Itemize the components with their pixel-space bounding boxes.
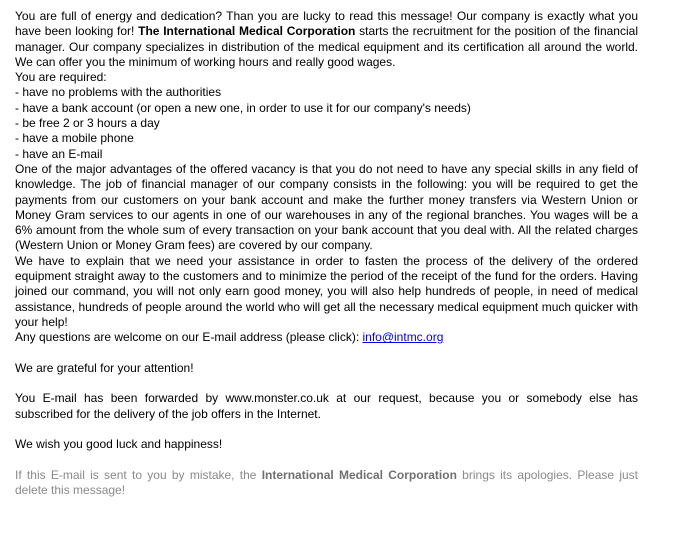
spacer: [15, 453, 638, 468]
spacer: [15, 346, 638, 361]
wish-line: We wish you good luck and happiness!: [15, 437, 223, 452]
requirement-item: - have a mobile phone: [15, 131, 134, 146]
intro-text-start: You are full of energy and dedication? Than you are lucky to read this message! Our company is exactly what you have been looking for!: [15, 9, 638, 39]
email-link[interactable]: info@intmc.org: [362, 330, 444, 345]
assistance-paragraph: We have to explain that we need your assistance in order to fasten the process of the delivery of the ordered equipment straight away to the customers and to minimize the period of the receipt of the fund for the orders. Having joined our command, you will not only earn good money, you will also help hundreds of people, in need of medical assistance, hundreds of people around the world who will get all the necessary medical equipment much quicker with your help!: [15, 253, 638, 329]
contact-line: [15, 330, 638, 345]
requirement-item: - have no problems with the authorities: [15, 85, 222, 100]
disclaimer-paragraph: [15, 468, 638, 499]
spacer: [15, 422, 638, 437]
requirement-item: - have a bank account (or open a new one, in order to use it for our company's needs): [15, 100, 471, 115]
intro-text-end: starts the recruitment for the position of the financial manager. Our company specializes in distribution of the medical equipment and its certification all around the world. We can offer you the minimum of working hours and really good wages.: [15, 24, 638, 69]
disclaimer-company-name: International Medical Corporation: [261, 467, 457, 482]
grateful-line: We are grateful for your attention!: [15, 360, 194, 375]
company-name: The International Medical Corporation: [138, 24, 356, 39]
requirements-heading: You are required:: [15, 70, 107, 85]
requirement-item: - have an E-mail: [15, 146, 103, 161]
contact-text: Any questions are welcome on our E-mail address (please click):: [15, 330, 363, 345]
intro-paragraph: [15, 9, 638, 70]
spacer: [15, 376, 638, 391]
disclaimer-text-start: If this E-mail is sent to you by mistake, the: [15, 467, 262, 482]
forwarded-paragraph: You E-mail has been forwarded by www.monster.co.uk at our request, because you or somebody else has subscribed for the delivery of the job offers in the Internet.: [15, 391, 638, 421]
email-body: [15, 9, 638, 499]
requirement-item: - be free 2 or 3 hours a day: [15, 116, 160, 131]
advantages-paragraph: One of the major advantages of the offered vacancy is that you do not need to have any special skills in any field of knowledge. The job of financial manager of our company consists in the following: you will be required to get the payments from our customers on your bank account and make the further money transfers via Western Union or Money Gram services to our agents in one of our warehouses in any of the regional branches. You wages will be a 6% amount from the whole sum of every transaction on your bank account that you deal with. All the related charges (Western Union or Money Gram fees) are covered by our company.: [15, 161, 638, 253]
disclaimer-text-end: brings its apologies. Please just delete this message!: [15, 467, 638, 498]
